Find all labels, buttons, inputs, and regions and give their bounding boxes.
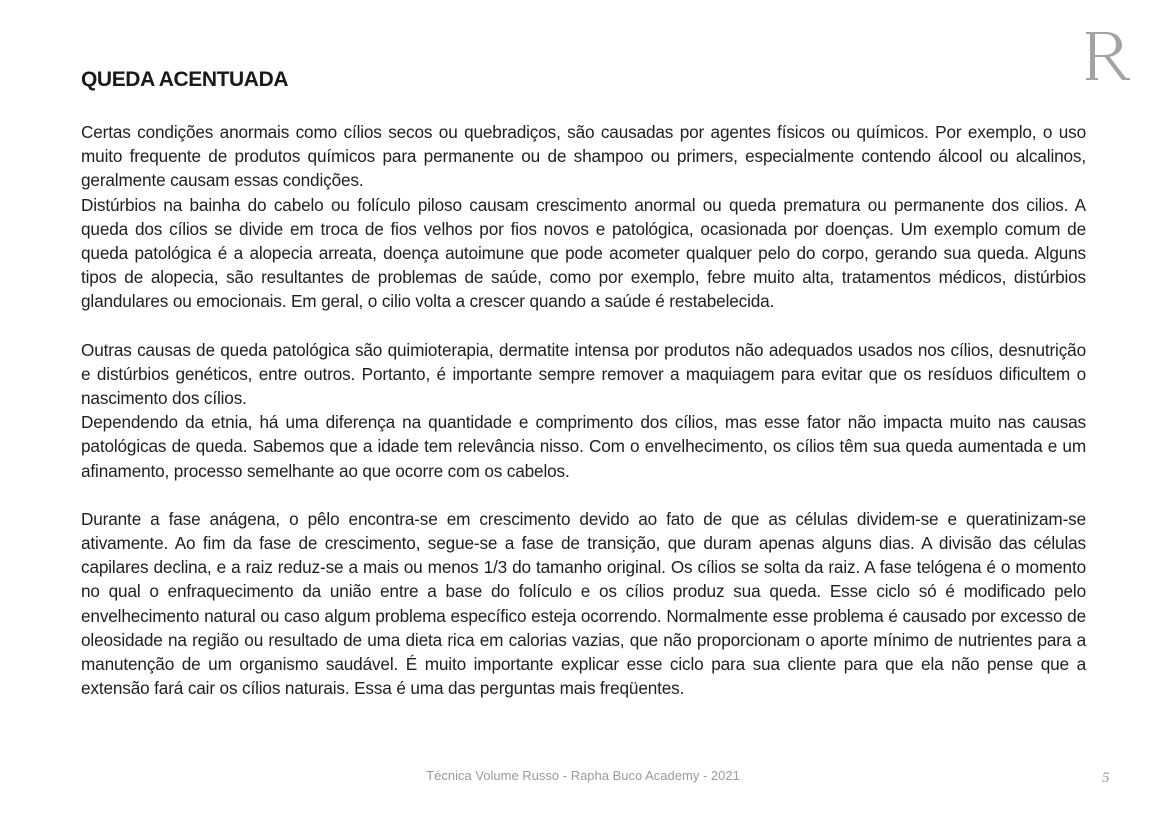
- paragraph: Certas condições anormais como cílios secos ou quebradiços, são causadas por agentes físicos ou químicos. Por exemplo, o uso muito frequente de produtos químicos para permanente ou de shampoo ou primers, especialmente contendo álcool ou alcalinos, geralmente causam essas condições.: [81, 122, 1086, 191]
- brand-logo-r-icon: [1084, 28, 1132, 84]
- page-number: 5: [1102, 770, 1110, 786]
- page-title: QUEDA ACENTUADA: [81, 68, 289, 91]
- paragraph: Dependendo da etnia, há uma diferença na quantidade e comprimento dos cílios, mas esse fator não impacta muito nas causas patológicas de queda. Sabemos que a idade tem relevância nisso. Com o envelhecimento, os cílios têm sua queda aumentada e um afinamento, processo semelhante ao que ocorre com os cabelos.: [81, 412, 1086, 481]
- paragraph: Durante a fase anágena, o pêlo encontra-se em crescimento devido ao fato de que as células dividem-se e queratinizam-se ativamente. Ao fim da fase de crescimento, segue-se a fase de transição, que duram apenas alguns dias. A divisão das células capilares declina, e a raiz reduz-se a mais ou menos 1/3 do tamanho original. Os cílios se solta da raiz. A fase telógena é o momento no qual o enfraquecimento da união entre a base do folículo e os cílios produz sua queda. Esse ciclo só é modificado pelo envelhecimento natural ou caso algum problema específico esteja ocorrendo. Normalmente esse problema é causado por excesso de oleosidade na região ou resultado de uma dieta rica em calorias vazias, que não proporcionam o aporte mínimo de nutrientes para a manutenção de um organismo saudável. É muito importante explicar esse ciclo para sua cliente para que ela não pense que a extensão fará cair os cílios naturais. Essa é uma das perguntas mais freqüentes.: [81, 508, 1086, 699]
- page-footer: Técnica Volume Russo - Rapha Buco Academy - 2021: [426, 768, 740, 783]
- paragraph: Outras causas de queda patológica são quimioterapia, dermatite intensa por produtos não adequados usados nos cílios, desnutrição e distúrbios genéticos, entre outros. Portanto, é importante sempre remover a maquiagem para evitar que os resíduos dificultem o nascimento dos cílios.: [81, 339, 1086, 409]
- body-text: [81, 120, 1086, 700]
- paragraph: Distúrbios na bainha do cabelo ou folículo piloso causam crescimento anormal ou queda prematura ou permanente dos cilios. A queda dos cílios se divide em troca de fios velhos por fios novos e patológica, ocasionada por doenças. Um exemplo comum de queda patológica é a alopecia arreata, doença autoimune que pode acometer qualquer pelo do corpo, gerando sua queda. Alguns tipos de alopecia, são resultantes de problemas de saúde, como por exemplo, febre muito alta, tratamentos médicos, distúrbios glandulares ou emocionais. Em geral, o cilio volta a crescer quando a saúde é restabelecida.: [81, 194, 1086, 312]
